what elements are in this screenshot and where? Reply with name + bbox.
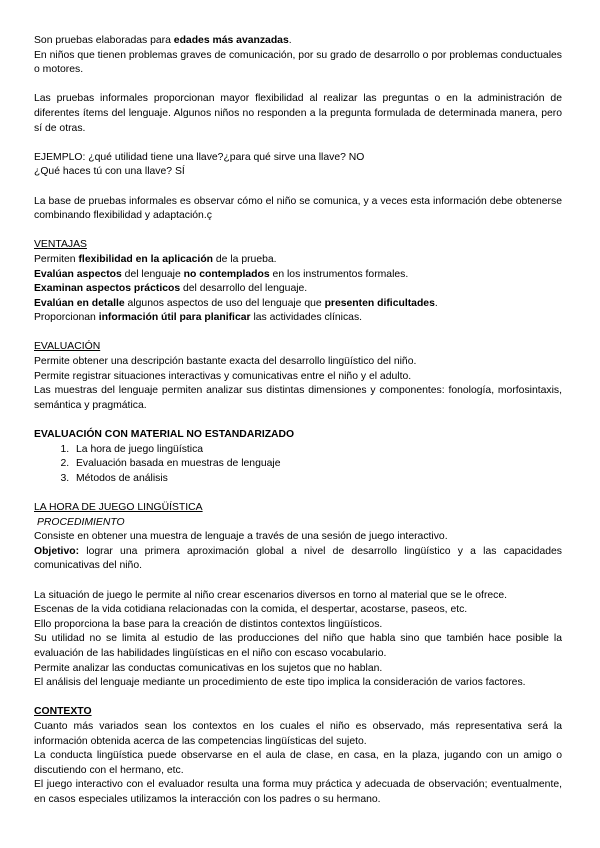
intro-line-2: En niños que tienen problemas graves de comunicación, por su grado de desarrollo o por problemas conductuales o motores. [34,49,562,76]
list-item: 2. Evaluación basada en muestras de lenguaje [72,457,562,472]
list-item: 1. La hora de juego lingüística [72,443,562,458]
bold-text: edades más avanzadas [173,35,289,46]
list-item: 3. Métodos de análisis [72,472,562,487]
contexto-line: La conducta lingüística puede observarse en el aula de clase, en casa, en la plaza, jugando con un amigo o discutiendo con el hermano, etc. [34,750,562,776]
contexto-line: Cuanto más variados sean los contextos en los cuales el niño es observado, más representativa será la información obtenida acerca de las competencias lingüísticas del sujeto. [34,720,562,747]
example-line-2: ¿Qué haces tú con una llave? SÍ [34,166,185,178]
situacion-line: Permite analizar las conductas comunicativas en los sujetos que no hablan. [34,662,383,674]
informal-paragraph: Las pruebas informales proporcionan mayor flexibilidad al realizar las preguntas o en la administración de diferentes ítems del lenguaje. Algunos niños no responden a la pregunta formulada de determinada manera, pero sí de otras. [34,93,562,134]
no-estandarizado-heading: EVALUACIÓN CON MATERIAL NO ESTANDARIZADO [34,429,295,441]
text: . [288,35,292,46]
evaluacion-line: Las muestras del lenguaje permiten analizar sus distintas dimensiones y componentes: fonología, morfosintaxis, semántica y pragmática. [34,385,562,411]
intro-line-1 [34,34,562,49]
ventajas-item: Proporcionan información útil para planificar las actividades clínicas. [34,312,363,324]
base-paragraph: La base de pruebas informales es observar cómo el niño se comunica, y a veces esta información debe obtenerse combinando flexibilidad y adaptación.ç [34,195,562,222]
evaluacion-heading: EVALUACIÓN [34,341,101,353]
ventajas-item: Examinan aspectos prácticos del desarrollo del lenguaje. [34,283,308,295]
situacion-line: La situación de juego le permite al niño crear escenarios diversos en torno al material que se le ofrece. [34,589,508,601]
ventajas-item: Permiten flexibilidad en la aplicación de la prueba. [34,253,277,265]
text: Son pruebas elaboradas para [34,35,174,46]
ventajas-item: Evalúan aspectos del lenguaje no contemplados en los instrumentos formales. [34,268,409,280]
hora-juego-heading: LA HORA DE JUEGO LINGÜÍSTICA [34,502,203,513]
situacion-line: Su utilidad no se limita al estudio de las producciones del niño que habla sino que también hace posible la evaluación de las habilidades lingüísticas en el niño con escaso vocabulario. [34,633,562,659]
situacion-line: El análisis del lenguaje mediante un procedimiento de este tipo implica la consideración de varios factores. [34,677,526,689]
example-line-1: EJEMPLO: ¿qué utilidad tiene una llave?¿para qué sirve una llave? NO [34,151,365,163]
situacion-line: Escenas de la vida cotidiana relacionadas con la comida, el despertar, acostarse, paseos, etc. [34,604,468,616]
ventajas-item: Evalúan en detalle algunos aspectos de uso del lenguaje que presenten dificultades. [34,297,438,309]
contexto-heading: CONTEXTO [34,706,92,718]
ventajas-heading: VENTAJAS [34,239,87,251]
procedimiento-subheading: PROCEDIMIENTO [37,516,125,528]
situacion-line: Ello proporciona la base para la creación de distintos contextos lingüísticos. [34,618,383,630]
evaluacion-line: Permite registrar situaciones interactivas y comunicativas entre el niño y el adulto. [34,370,412,382]
contexto-line: El juego interactivo con el evaluador resulta una forma muy práctica y adecuada de observación; eventualmente, en casos especiales utilizamos la interacción con los padres o su hermano. [34,779,562,805]
no-estandarizado-list [34,443,562,487]
objetivo-line: Objetivo: lograr una primera aproximación global a nivel de desarrollo lingüístico y a las capacidades comunicativas del niño. [34,545,562,572]
hora-juego-line: Consiste en obtener una muestra de lenguaje a través de una sesión de juego interactivo. [34,531,448,543]
document-page [34,34,562,807]
evaluacion-line: Permite obtener una descripción bastante exacta del desarrollo lingüístico del niño. [34,356,417,368]
